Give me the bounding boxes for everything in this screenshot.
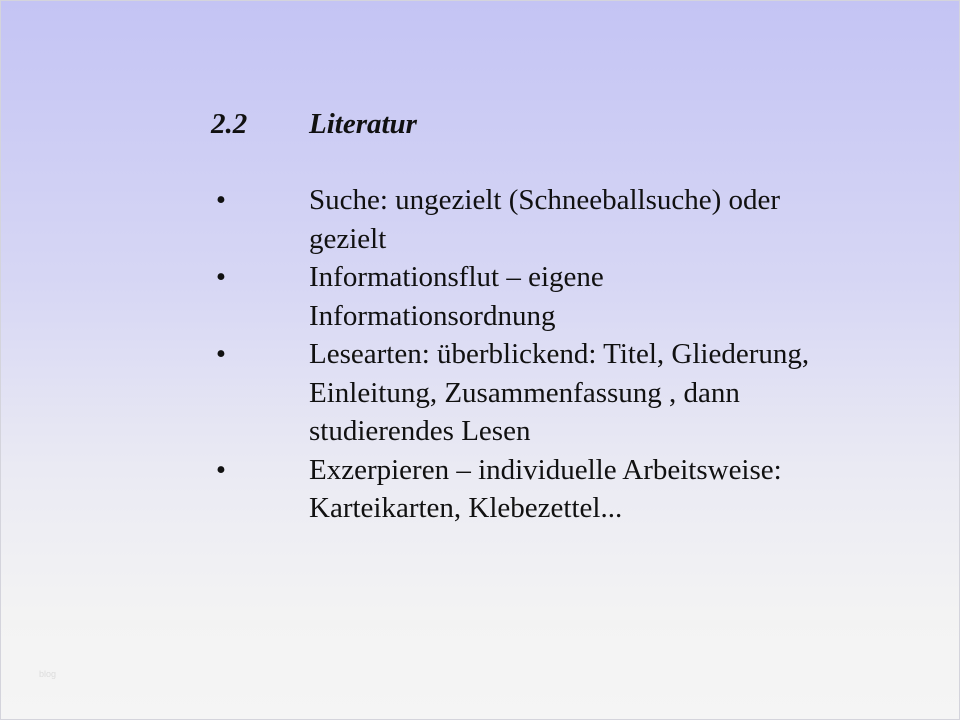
list-item	[211, 451, 851, 528]
section-heading	[211, 105, 417, 143]
list-item	[211, 335, 851, 451]
list-item	[211, 258, 851, 335]
section-number: 2.2	[211, 108, 248, 140]
list-item	[211, 181, 851, 258]
list-item-text: Lesearten: überblickend: Titel, Gliederung, Einleitung, Zusammenfassung , dann studierendes Lesen	[309, 338, 810, 447]
watermark: blog	[39, 669, 57, 679]
list-item-text: Informationsflut – eigene Informationsordnung	[309, 261, 604, 332]
list-item-text: Exzerpieren – individuelle Arbeitsweise: Karteikarten, Klebezettel...	[309, 453, 782, 524]
list-item-text: Suche: ungezielt (Schneeballsuche) oder gezielt	[309, 184, 781, 255]
bullet-icon: •	[215, 261, 227, 293]
bullet-icon: •	[215, 453, 227, 486]
bullet-icon: •	[215, 184, 227, 216]
section-title: Literatur	[309, 108, 417, 140]
bullet-icon: •	[215, 338, 227, 370]
bullet-list	[211, 181, 851, 528]
